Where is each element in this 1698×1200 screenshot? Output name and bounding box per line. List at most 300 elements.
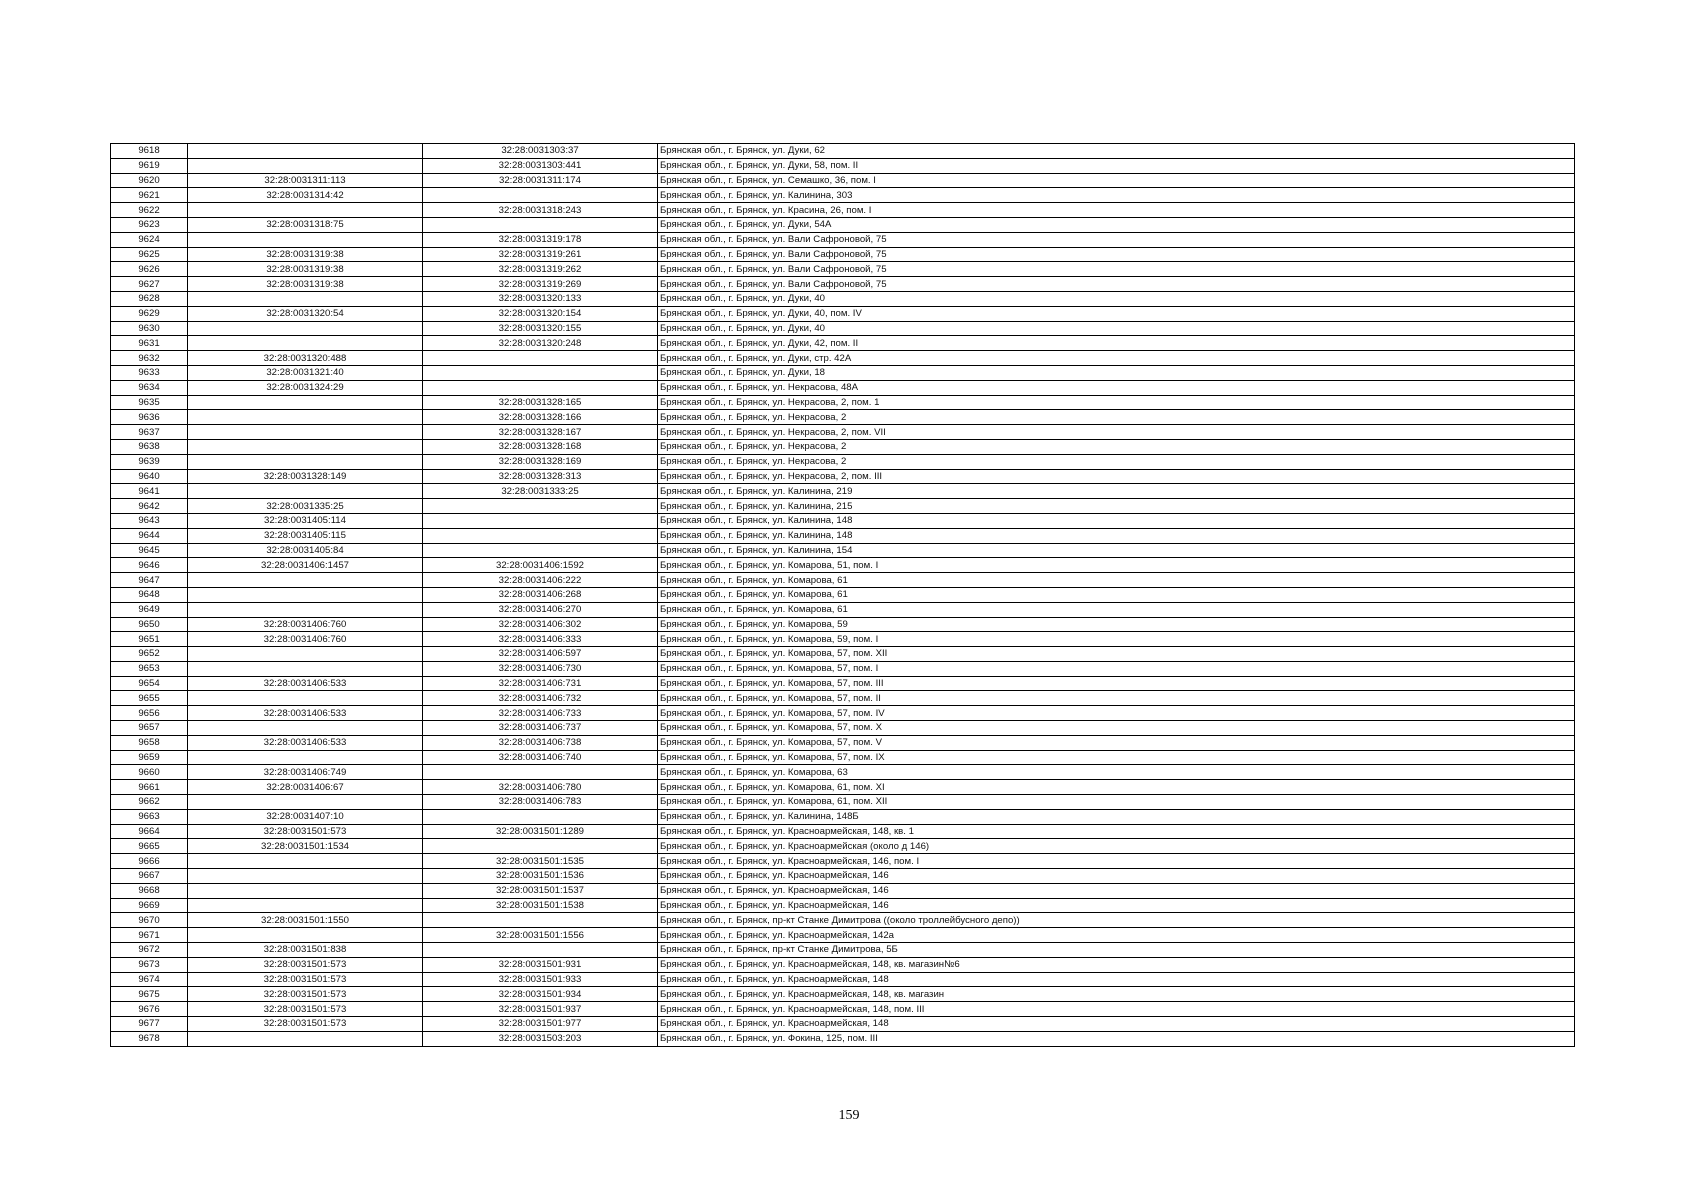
building-cadastral-number-cell: 32:28:0031501:977 — [423, 1017, 658, 1032]
address-cell: Брянская обл., г. Брянск, ул. Комарова, 59 — [658, 617, 1575, 632]
row-number-cell: 9664 — [111, 824, 188, 839]
row-number-cell: 9654 — [111, 676, 188, 691]
building-cadastral-number-cell: 32:28:0031501:1556 — [423, 928, 658, 943]
table-row — [111, 247, 1575, 262]
table-row — [111, 839, 1575, 854]
row-number-cell: 9630 — [111, 321, 188, 336]
table-row — [111, 291, 1575, 306]
building-cadastral-number-cell — [423, 913, 658, 928]
row-number-cell: 9623 — [111, 217, 188, 232]
table-row — [111, 262, 1575, 277]
table-row — [111, 691, 1575, 706]
land-cadastral-number-cell: 32:28:0031406:1457 — [188, 558, 423, 573]
row-number-cell: 9661 — [111, 780, 188, 795]
table-row — [111, 943, 1575, 958]
address-cell: Брянская обл., г. Брянск, ул. Дуки, 58, пом. II — [658, 158, 1575, 173]
row-number-cell: 9622 — [111, 203, 188, 218]
address-cell: Брянская обл., г. Брянск, пр-кт Станке Димитрова, 5Б — [658, 943, 1575, 958]
table-row — [111, 321, 1575, 336]
row-number-cell: 9659 — [111, 750, 188, 765]
table-row — [111, 1002, 1575, 1017]
row-number-cell: 9671 — [111, 928, 188, 943]
building-cadastral-number-cell: 32:28:0031406:783 — [423, 795, 658, 810]
property-registry-table — [110, 143, 1575, 1047]
address-cell: Брянская обл., г. Брянск, ул. Дуки, 62 — [658, 144, 1575, 159]
address-cell: Брянская обл., г. Брянск, ул. Вали Сафроновой, 75 — [658, 247, 1575, 262]
row-number-cell: 9649 — [111, 602, 188, 617]
building-cadastral-number-cell — [423, 217, 658, 232]
address-cell: Брянская обл., г. Брянск, ул. Комарова, 57, пом. XII — [658, 647, 1575, 662]
building-cadastral-number-cell — [423, 513, 658, 528]
row-number-cell: 9651 — [111, 632, 188, 647]
address-cell: Брянская обл., г. Брянск, ул. Красноармейская, 146 — [658, 883, 1575, 898]
table-row — [111, 898, 1575, 913]
row-number-cell: 9633 — [111, 365, 188, 380]
building-cadastral-number-cell: 32:28:0031328:169 — [423, 454, 658, 469]
address-cell: Брянская обл., г. Брянск, ул. Некрасова, 2 — [658, 439, 1575, 454]
row-number-cell: 9678 — [111, 1031, 188, 1046]
row-number-cell: 9644 — [111, 528, 188, 543]
building-cadastral-number-cell: 32:28:0031319:269 — [423, 277, 658, 292]
land-cadastral-number-cell — [188, 410, 423, 425]
land-cadastral-number-cell — [188, 721, 423, 736]
table-row — [111, 957, 1575, 972]
table-row — [111, 203, 1575, 218]
row-number-cell: 9636 — [111, 410, 188, 425]
building-cadastral-number-cell: 32:28:0031501:931 — [423, 957, 658, 972]
land-cadastral-number-cell: 32:28:0031501:573 — [188, 1002, 423, 1017]
table-row — [111, 351, 1575, 366]
row-number-cell: 9674 — [111, 972, 188, 987]
row-number-cell: 9639 — [111, 454, 188, 469]
row-number-cell: 9670 — [111, 913, 188, 928]
table-row — [111, 913, 1575, 928]
building-cadastral-number-cell — [423, 943, 658, 958]
address-cell: Брянская обл., г. Брянск, ул. Комарова, 63 — [658, 765, 1575, 780]
building-cadastral-number-cell: 32:28:0031501:1536 — [423, 869, 658, 884]
table-row — [111, 558, 1575, 573]
table-row — [111, 380, 1575, 395]
row-number-cell: 9672 — [111, 943, 188, 958]
table-row — [111, 425, 1575, 440]
address-cell: Брянская обл., г. Брянск, ул. Комарова, 59, пом. I — [658, 632, 1575, 647]
row-number-cell: 9618 — [111, 144, 188, 159]
building-cadastral-number-cell: 32:28:0031406:597 — [423, 647, 658, 662]
building-cadastral-number-cell: 32:28:0031406:1592 — [423, 558, 658, 573]
address-cell: Брянская обл., г. Брянск, ул. Комарова, 57, пом. V — [658, 735, 1575, 750]
table-row — [111, 543, 1575, 558]
address-cell: Брянская обл., г. Брянск, ул. Вали Сафроновой, 75 — [658, 277, 1575, 292]
building-cadastral-number-cell: 32:28:0031501:933 — [423, 972, 658, 987]
address-cell: Брянская обл., г. Брянск, ул. Дуки, 54А — [658, 217, 1575, 232]
address-cell: Брянская обл., г. Брянск, ул. Вали Сафроновой, 75 — [658, 262, 1575, 277]
row-number-cell: 9665 — [111, 839, 188, 854]
table-row — [111, 972, 1575, 987]
row-number-cell: 9620 — [111, 173, 188, 188]
row-number-cell: 9677 — [111, 1017, 188, 1032]
table-row — [111, 617, 1575, 632]
row-number-cell: 9631 — [111, 336, 188, 351]
address-cell: Брянская обл., г. Брянск, ул. Калинина, 219 — [658, 484, 1575, 499]
row-number-cell: 9619 — [111, 158, 188, 173]
address-cell: Брянская обл., г. Брянск, ул. Красноармейская, 146 — [658, 898, 1575, 913]
building-cadastral-number-cell — [423, 765, 658, 780]
address-cell: Брянская обл., г. Брянск, ул. Красина, 26, пом. I — [658, 203, 1575, 218]
land-cadastral-number-cell: 32:28:0031319:38 — [188, 247, 423, 262]
building-cadastral-number-cell: 32:28:0031406:268 — [423, 587, 658, 602]
table-row — [111, 439, 1575, 454]
land-cadastral-number-cell: 32:28:0031324:29 — [188, 380, 423, 395]
building-cadastral-number-cell: 32:28:0031406:738 — [423, 735, 658, 750]
building-cadastral-number-cell: 32:28:0031318:243 — [423, 203, 658, 218]
table-row — [111, 706, 1575, 721]
table-row — [111, 587, 1575, 602]
land-cadastral-number-cell — [188, 395, 423, 410]
row-number-cell: 9646 — [111, 558, 188, 573]
address-cell: Брянская обл., г. Брянск, ул. Красноармейская (около д 146) — [658, 839, 1575, 854]
row-number-cell: 9626 — [111, 262, 188, 277]
table-row — [111, 602, 1575, 617]
row-number-cell: 9642 — [111, 499, 188, 514]
address-cell: Брянская обл., г. Брянск, ул. Вали Сафроновой, 75 — [658, 232, 1575, 247]
land-cadastral-number-cell — [188, 439, 423, 454]
land-cadastral-number-cell — [188, 232, 423, 247]
table-row — [111, 395, 1575, 410]
address-cell: Брянская обл., г. Брянск, ул. Калинина, 154 — [658, 543, 1575, 558]
address-cell: Брянская обл., г. Брянск, ул. Красноармейская, 142а — [658, 928, 1575, 943]
row-number-cell: 9669 — [111, 898, 188, 913]
address-cell: Брянская обл., г. Брянск, ул. Калинина, 303 — [658, 188, 1575, 203]
table-row — [111, 928, 1575, 943]
land-cadastral-number-cell — [188, 750, 423, 765]
building-cadastral-number-cell: 32:28:0031501:937 — [423, 1002, 658, 1017]
row-number-cell: 9632 — [111, 351, 188, 366]
table-row — [111, 277, 1575, 292]
table-row — [111, 632, 1575, 647]
row-number-cell: 9624 — [111, 232, 188, 247]
row-number-cell: 9637 — [111, 425, 188, 440]
row-number-cell: 9641 — [111, 484, 188, 499]
land-cadastral-number-cell: 32:28:0031406:533 — [188, 676, 423, 691]
land-cadastral-number-cell: 32:28:0031328:149 — [188, 469, 423, 484]
land-cadastral-number-cell: 32:28:0031318:75 — [188, 217, 423, 232]
land-cadastral-number-cell — [188, 795, 423, 810]
land-cadastral-number-cell: 32:28:0031335:25 — [188, 499, 423, 514]
table-row — [111, 513, 1575, 528]
row-number-cell: 9666 — [111, 854, 188, 869]
land-cadastral-number-cell — [188, 928, 423, 943]
address-cell: Брянская обл., г. Брянск, ул. Комарова, 61 — [658, 602, 1575, 617]
building-cadastral-number-cell: 32:28:0031406:222 — [423, 573, 658, 588]
row-number-cell: 9662 — [111, 795, 188, 810]
address-cell: Брянская обл., г. Брянск, ул. Красноармейская, 148 — [658, 972, 1575, 987]
table-row — [111, 188, 1575, 203]
row-number-cell: 9667 — [111, 869, 188, 884]
building-cadastral-number-cell: 32:28:0031406:740 — [423, 750, 658, 765]
address-cell: Брянская обл., г. Брянск, ул. Красноармейская, 146, пом. I — [658, 854, 1575, 869]
building-cadastral-number-cell: 32:28:0031319:261 — [423, 247, 658, 262]
building-cadastral-number-cell: 32:28:0031320:155 — [423, 321, 658, 336]
land-cadastral-number-cell: 32:28:0031320:488 — [188, 351, 423, 366]
row-number-cell: 9656 — [111, 706, 188, 721]
address-cell: Брянская обл., г. Брянск, ул. Комарова, 61 — [658, 573, 1575, 588]
land-cadastral-number-cell — [188, 883, 423, 898]
land-cadastral-number-cell — [188, 898, 423, 913]
land-cadastral-number-cell — [188, 602, 423, 617]
land-cadastral-number-cell: 32:28:0031406:749 — [188, 765, 423, 780]
land-cadastral-number-cell — [188, 661, 423, 676]
land-cadastral-number-cell: 32:28:0031501:1550 — [188, 913, 423, 928]
land-cadastral-number-cell: 32:28:0031321:40 — [188, 365, 423, 380]
address-cell: Брянская обл., г. Брянск, ул. Красноармейская, 148, кв. магазин№6 — [658, 957, 1575, 972]
address-cell: Брянская обл., г. Брянск, ул. Некрасова, 2, пом. III — [658, 469, 1575, 484]
table-row — [111, 869, 1575, 884]
table-row — [111, 795, 1575, 810]
address-cell: Брянская обл., г. Брянск, ул. Красноармейская, 148, кв. магазин — [658, 987, 1575, 1002]
row-number-cell: 9634 — [111, 380, 188, 395]
building-cadastral-number-cell — [423, 380, 658, 395]
table-row — [111, 824, 1575, 839]
land-cadastral-number-cell — [188, 1031, 423, 1046]
building-cadastral-number-cell: 32:28:0031501:1535 — [423, 854, 658, 869]
table-row — [111, 1031, 1575, 1046]
building-cadastral-number-cell: 32:28:0031328:167 — [423, 425, 658, 440]
row-number-cell: 9640 — [111, 469, 188, 484]
address-cell: Брянская обл., г. Брянск, ул. Некрасова, 2, пом. VII — [658, 425, 1575, 440]
address-cell: Брянская обл., г. Брянск, ул. Комарова, 57, пом. II — [658, 691, 1575, 706]
row-number-cell: 9648 — [111, 587, 188, 602]
building-cadastral-number-cell — [423, 543, 658, 558]
building-cadastral-number-cell: 32:28:0031501:1538 — [423, 898, 658, 913]
table-row — [111, 528, 1575, 543]
registry-table-body — [111, 144, 1575, 1047]
building-cadastral-number-cell: 32:28:0031406:333 — [423, 632, 658, 647]
table-row — [111, 336, 1575, 351]
table-row — [111, 780, 1575, 795]
table-row — [111, 721, 1575, 736]
land-cadastral-number-cell — [188, 291, 423, 306]
land-cadastral-number-cell: 32:28:0031501:838 — [188, 943, 423, 958]
building-cadastral-number-cell: 32:28:0031406:731 — [423, 676, 658, 691]
address-cell: Брянская обл., г. Брянск, пр-кт Станке Димитрова ((около троллейбусного депо)) — [658, 913, 1575, 928]
table-row — [111, 987, 1575, 1002]
address-cell: Брянская обл., г. Брянск, ул. Комарова, 57, пом. IX — [658, 750, 1575, 765]
row-number-cell: 9655 — [111, 691, 188, 706]
building-cadastral-number-cell: 32:28:0031311:174 — [423, 173, 658, 188]
address-cell: Брянская обл., г. Брянск, ул. Некрасова, 2, пом. 1 — [658, 395, 1575, 410]
address-cell: Брянская обл., г. Брянск, ул. Комарова, 57, пом. X — [658, 721, 1575, 736]
building-cadastral-number-cell — [423, 188, 658, 203]
land-cadastral-number-cell: 32:28:0031320:54 — [188, 306, 423, 321]
building-cadastral-number-cell: 32:28:0031406:732 — [423, 691, 658, 706]
land-cadastral-number-cell: 32:28:0031406:533 — [188, 706, 423, 721]
row-number-cell: 9645 — [111, 543, 188, 558]
row-number-cell: 9628 — [111, 291, 188, 306]
land-cadastral-number-cell: 32:28:0031405:84 — [188, 543, 423, 558]
table-row — [111, 661, 1575, 676]
row-number-cell: 9673 — [111, 957, 188, 972]
land-cadastral-number-cell — [188, 647, 423, 662]
building-cadastral-number-cell: 32:28:0031503:203 — [423, 1031, 658, 1046]
row-number-cell: 9629 — [111, 306, 188, 321]
address-cell: Брянская обл., г. Брянск, ул. Некрасова, 2 — [658, 410, 1575, 425]
row-number-cell: 9663 — [111, 809, 188, 824]
land-cadastral-number-cell: 32:28:0031501:573 — [188, 824, 423, 839]
address-cell: Брянская обл., г. Брянск, ул. Дуки, 18 — [658, 365, 1575, 380]
address-cell: Брянская обл., г. Брянск, ул. Красноармейская, 146 — [658, 869, 1575, 884]
address-cell: Брянская обл., г. Брянск, ул. Комарова, 51, пом. I — [658, 558, 1575, 573]
building-cadastral-number-cell — [423, 351, 658, 366]
row-number-cell: 9660 — [111, 765, 188, 780]
building-cadastral-number-cell: 32:28:0031328:313 — [423, 469, 658, 484]
address-cell: Брянская обл., г. Брянск, ул. Калинина, 148Б — [658, 809, 1575, 824]
land-cadastral-number-cell — [188, 144, 423, 159]
building-cadastral-number-cell: 32:28:0031320:133 — [423, 291, 658, 306]
table-row — [111, 854, 1575, 869]
row-number-cell: 9652 — [111, 647, 188, 662]
row-number-cell: 9657 — [111, 721, 188, 736]
building-cadastral-number-cell — [423, 499, 658, 514]
table-row — [111, 750, 1575, 765]
address-cell: Брянская обл., г. Брянск, ул. Дуки, 40 — [658, 321, 1575, 336]
address-cell: Брянская обл., г. Брянск, ул. Дуки, 42, пом. II — [658, 336, 1575, 351]
land-cadastral-number-cell: 32:28:0031406:760 — [188, 617, 423, 632]
building-cadastral-number-cell — [423, 365, 658, 380]
land-cadastral-number-cell: 32:28:0031314:42 — [188, 188, 423, 203]
address-cell: Брянская обл., г. Брянск, ул. Красноармейская, 148, пом. III — [658, 1002, 1575, 1017]
address-cell: Брянская обл., г. Брянск, ул. Комарова, 57, пом. I — [658, 661, 1575, 676]
building-cadastral-number-cell: 32:28:0031328:166 — [423, 410, 658, 425]
address-cell: Брянская обл., г. Брянск, ул. Калинина, 148 — [658, 528, 1575, 543]
land-cadastral-number-cell — [188, 854, 423, 869]
land-cadastral-number-cell — [188, 425, 423, 440]
building-cadastral-number-cell — [423, 528, 658, 543]
address-cell: Брянская обл., г. Брянск, ул. Некрасова, 48А — [658, 380, 1575, 395]
table-row — [111, 365, 1575, 380]
row-number-cell: 9658 — [111, 735, 188, 750]
table-row — [111, 484, 1575, 499]
table-row — [111, 1017, 1575, 1032]
land-cadastral-number-cell — [188, 869, 423, 884]
land-cadastral-number-cell: 32:28:0031311:113 — [188, 173, 423, 188]
building-cadastral-number-cell: 32:28:0031320:248 — [423, 336, 658, 351]
building-cadastral-number-cell: 32:28:0031319:262 — [423, 262, 658, 277]
address-cell: Брянская обл., г. Брянск, ул. Красноармейская, 148, кв. 1 — [658, 824, 1575, 839]
building-cadastral-number-cell — [423, 809, 658, 824]
land-cadastral-number-cell: 32:28:0031407:10 — [188, 809, 423, 824]
land-cadastral-number-cell: 32:28:0031501:573 — [188, 987, 423, 1002]
building-cadastral-number-cell: 32:28:0031328:168 — [423, 439, 658, 454]
address-cell: Брянская обл., г. Брянск, ул. Дуки, 40 — [658, 291, 1575, 306]
building-cadastral-number-cell: 32:28:0031303:441 — [423, 158, 658, 173]
address-cell: Брянская обл., г. Брянск, ул. Калинина, 148 — [658, 513, 1575, 528]
land-cadastral-number-cell: 32:28:0031501:573 — [188, 972, 423, 987]
address-cell: Брянская обл., г. Брянск, ул. Комарова, 61 — [658, 587, 1575, 602]
row-number-cell: 9676 — [111, 1002, 188, 1017]
table-row — [111, 144, 1575, 159]
land-cadastral-number-cell: 32:28:0031405:115 — [188, 528, 423, 543]
land-cadastral-number-cell — [188, 321, 423, 336]
land-cadastral-number-cell — [188, 158, 423, 173]
building-cadastral-number-cell: 32:28:0031333:25 — [423, 484, 658, 499]
land-cadastral-number-cell — [188, 587, 423, 602]
building-cadastral-number-cell: 32:28:0031320:154 — [423, 306, 658, 321]
address-cell: Брянская обл., г. Брянск, ул. Комарова, 57, пом. IV — [658, 706, 1575, 721]
land-cadastral-number-cell: 32:28:0031501:573 — [188, 957, 423, 972]
address-cell: Брянская обл., г. Брянск, ул. Фокина, 125, пом. III — [658, 1031, 1575, 1046]
land-cadastral-number-cell: 32:28:0031406:67 — [188, 780, 423, 795]
table-row — [111, 676, 1575, 691]
page-number: 159 — [838, 1108, 860, 1123]
address-cell: Брянская обл., г. Брянск, ул. Семашко, 36, пом. I — [658, 173, 1575, 188]
building-cadastral-number-cell: 32:28:0031406:270 — [423, 602, 658, 617]
land-cadastral-number-cell — [188, 573, 423, 588]
building-cadastral-number-cell: 32:28:0031303:37 — [423, 144, 658, 159]
building-cadastral-number-cell: 32:28:0031406:302 — [423, 617, 658, 632]
building-cadastral-number-cell: 32:28:0031319:178 — [423, 232, 658, 247]
address-cell: Брянская обл., г. Брянск, ул. Комарова, 61, пом. XII — [658, 795, 1575, 810]
building-cadastral-number-cell: 32:28:0031501:1537 — [423, 883, 658, 898]
land-cadastral-number-cell — [188, 484, 423, 499]
address-cell: Брянская обл., г. Брянск, ул. Дуки, 40, пом. IV — [658, 306, 1575, 321]
row-number-cell: 9675 — [111, 987, 188, 1002]
land-cadastral-number-cell: 32:28:0031501:1534 — [188, 839, 423, 854]
table-row — [111, 410, 1575, 425]
row-number-cell: 9650 — [111, 617, 188, 632]
table-row — [111, 499, 1575, 514]
table-row — [111, 809, 1575, 824]
land-cadastral-number-cell — [188, 691, 423, 706]
address-cell: Брянская обл., г. Брянск, ул. Красноармейская, 148 — [658, 1017, 1575, 1032]
table-row — [111, 735, 1575, 750]
land-cadastral-number-cell — [188, 454, 423, 469]
building-cadastral-number-cell: 32:28:0031406:737 — [423, 721, 658, 736]
table-row — [111, 469, 1575, 484]
table-row — [111, 454, 1575, 469]
land-cadastral-number-cell: 32:28:0031319:38 — [188, 277, 423, 292]
row-number-cell: 9647 — [111, 573, 188, 588]
building-cadastral-number-cell: 32:28:0031501:934 — [423, 987, 658, 1002]
building-cadastral-number-cell: 32:28:0031406:730 — [423, 661, 658, 676]
row-number-cell: 9643 — [111, 513, 188, 528]
building-cadastral-number-cell: 32:28:0031406:780 — [423, 780, 658, 795]
address-cell: Брянская обл., г. Брянск, ул. Некрасова, 2 — [658, 454, 1575, 469]
row-number-cell: 9653 — [111, 661, 188, 676]
land-cadastral-number-cell: 32:28:0031406:760 — [188, 632, 423, 647]
table-row — [111, 306, 1575, 321]
table-row — [111, 158, 1575, 173]
table-row — [111, 217, 1575, 232]
table-row — [111, 173, 1575, 188]
table-row — [111, 232, 1575, 247]
table-row — [111, 765, 1575, 780]
building-cadastral-number-cell: 32:28:0031328:165 — [423, 395, 658, 410]
land-cadastral-number-cell: 32:28:0031319:38 — [188, 262, 423, 277]
row-number-cell: 9635 — [111, 395, 188, 410]
row-number-cell: 9668 — [111, 883, 188, 898]
row-number-cell: 9625 — [111, 247, 188, 262]
building-cadastral-number-cell: 32:28:0031406:733 — [423, 706, 658, 721]
table-row — [111, 647, 1575, 662]
address-cell: Брянская обл., г. Брянск, ул. Дуки, стр. 42А — [658, 351, 1575, 366]
land-cadastral-number-cell: 32:28:0031405:114 — [188, 513, 423, 528]
address-cell: Брянская обл., г. Брянск, ул. Калинина, 215 — [658, 499, 1575, 514]
land-cadastral-number-cell — [188, 203, 423, 218]
land-cadastral-number-cell: 32:28:0031406:533 — [188, 735, 423, 750]
table-row — [111, 883, 1575, 898]
building-cadastral-number-cell: 32:28:0031501:1289 — [423, 824, 658, 839]
address-cell: Брянская обл., г. Брянск, ул. Комарова, 61, пом. XI — [658, 780, 1575, 795]
